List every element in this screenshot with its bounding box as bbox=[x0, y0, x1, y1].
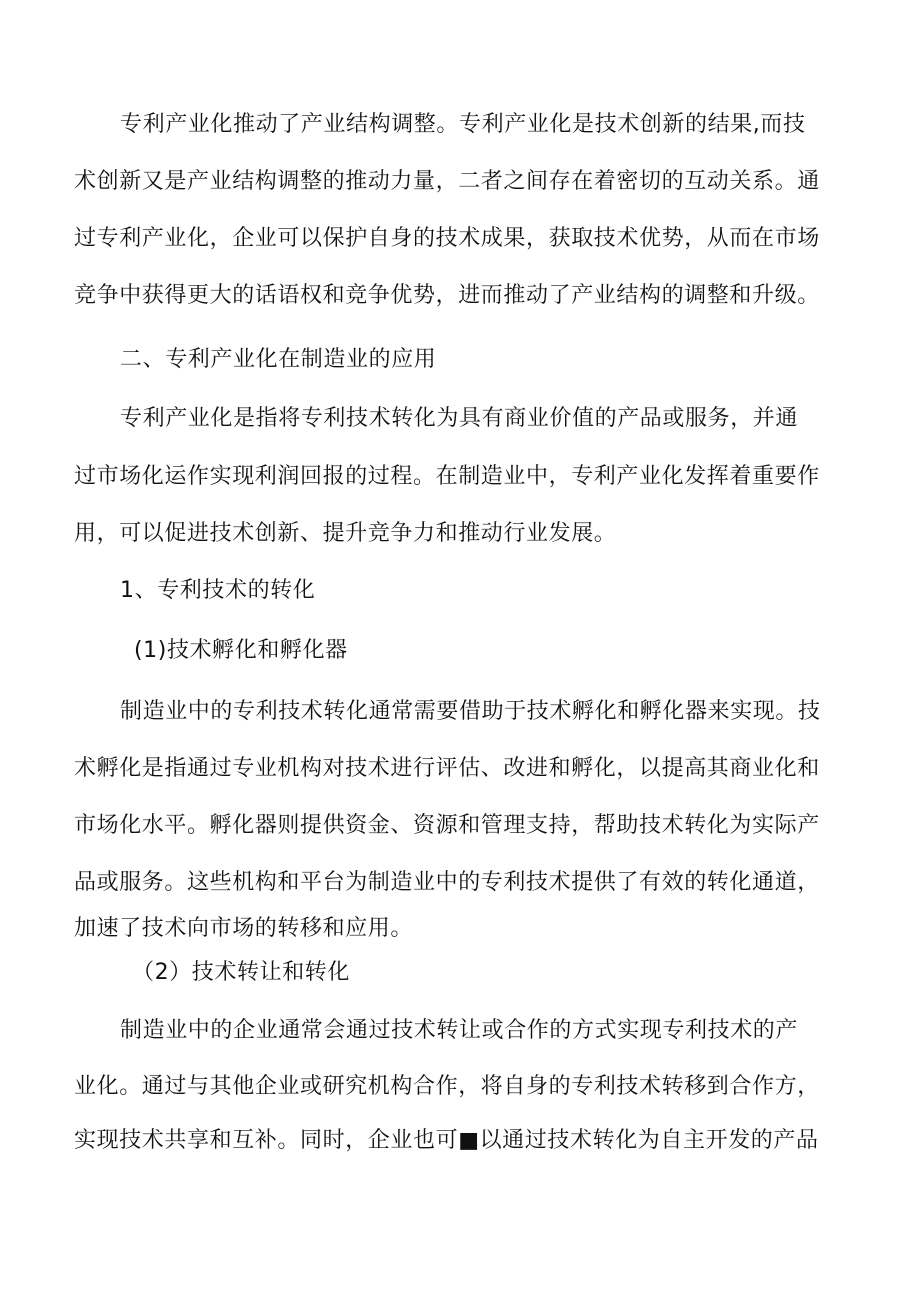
paragraph-line: 专利产业化是指将专利技术转化为具有商业价值的产品或服务，并通 bbox=[120, 406, 799, 431]
subsection-heading: （2）技术转让和转化 bbox=[132, 960, 350, 985]
paragraph-line: 用，可以促进技术创新、提升竞争力和推动行业发展。 bbox=[74, 521, 617, 546]
paragraph-line: 业化。通过与其他企业或研究机构合作，将自身的专利技术转移到合作方， bbox=[74, 1074, 820, 1099]
paragraph-line: 制造业中的专利技术转化通常需要借助于技术孵化和孵化器来实现。技 bbox=[120, 699, 821, 724]
paragraph-line: 竞争中获得更大的话语权和竞争优势，进而推动了产业结构的调整和升级。 bbox=[74, 283, 820, 308]
paragraph-line: 术创新又是产业结构调整的推动力量，二者之间存在着密切的互动关系。通 bbox=[74, 169, 820, 194]
paragraph-line: 实现技术共享和互补。同时，企业也可■以通过技术转化为自主开发的产品 bbox=[74, 1128, 819, 1153]
paragraph-line: 加速了技术向市场的转移和应用。 bbox=[74, 916, 414, 941]
paragraph-line: 专利产业化推动了产业结构调整。专利产业化是技术创新的结果,而技 bbox=[120, 112, 806, 137]
paragraph-line: 术孵化是指通过专业机构对技术进行评估、改进和孵化，以提高其商业化和 bbox=[74, 756, 820, 781]
paragraph-line: 过市场化运作实现利润回报的过程。在制造业中，专利产业化发挥着重要作 bbox=[74, 464, 820, 489]
section-heading: 二、专利产业化在制造业的应用 bbox=[120, 347, 437, 372]
subsection-heading: 1、专利技术的转化 bbox=[120, 578, 316, 603]
paragraph-line: 过专利产业化，企业可以保护自身的技术成果，获取技术优势，从而在市场 bbox=[74, 226, 820, 251]
paragraph-line: 制造业中的企业通常会通过技术转让或合作的方式实现专利技术的产 bbox=[120, 1018, 799, 1043]
paragraph-line: 市场化水平。孵化器则提供资金、资源和管理支持，帮助技术转化为实际产 bbox=[74, 813, 820, 838]
subsection-heading: (1)技术孵化和孵化器 bbox=[134, 638, 348, 663]
paragraph-line: 品或服务。这些机构和平台为制造业中的专利技术提供了有效的转化通道， bbox=[74, 870, 820, 895]
